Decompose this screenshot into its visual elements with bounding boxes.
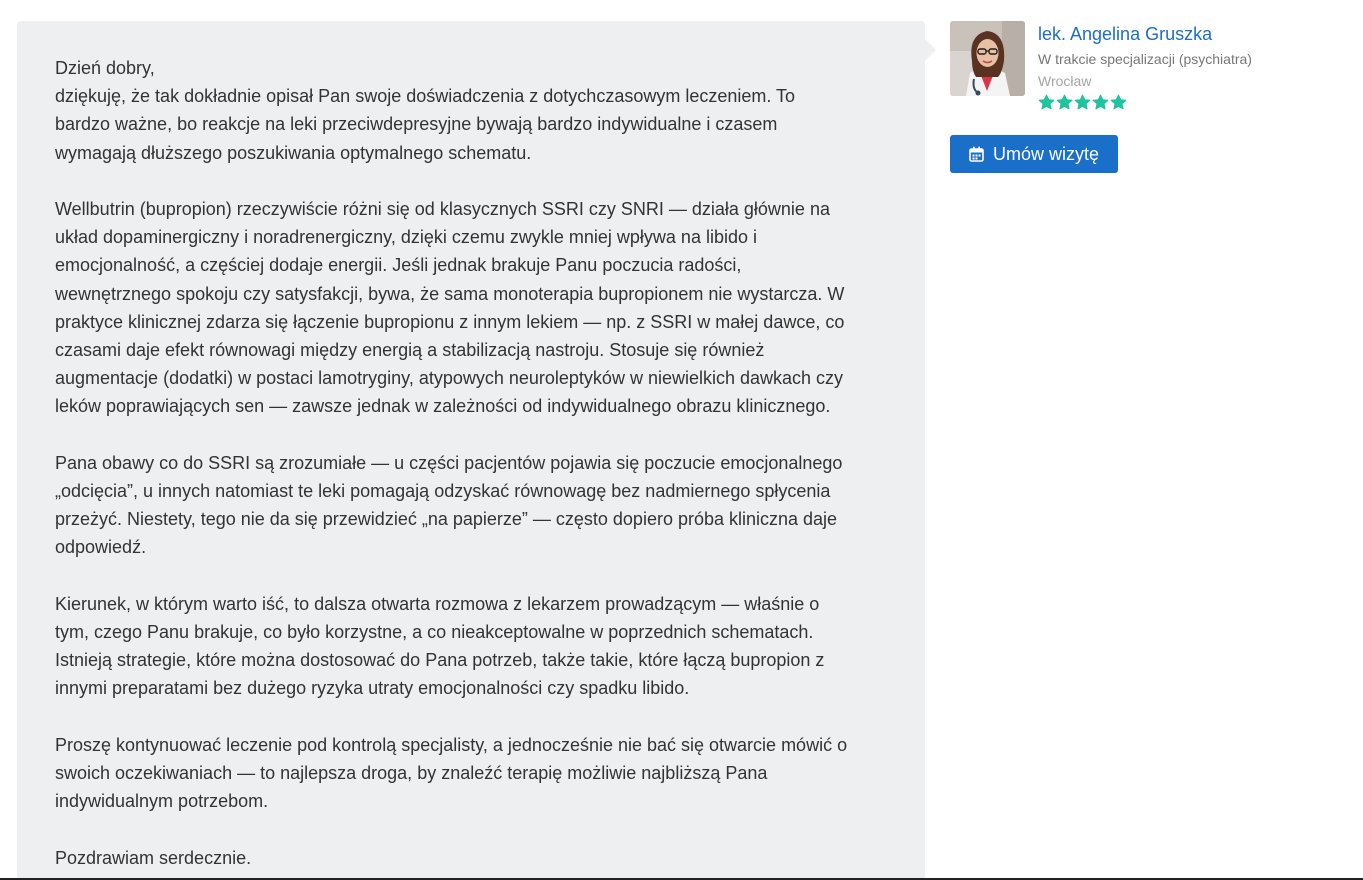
star-icon: [1074, 94, 1091, 111]
message-paragraph: Proszę kontynuować leczenie pod kontrolą specjalisty, a jednocześnie nie bać się otwarcie mówić o swoich oczekiwaniach — to najlepsza droga, by znaleźć terapię możliwie najbliższą Pana indywidualnym potrzebom.: [55, 734, 848, 812]
rating-stars: [1038, 94, 1348, 111]
star-icon: [1110, 94, 1127, 111]
doctor-name-link[interactable]: lek. Angelina Gruszka: [1038, 24, 1213, 44]
doctor-city: Wrocław: [1038, 73, 1092, 89]
doctor-avatar[interactable]: [950, 21, 1025, 96]
message-paragraph: Pana obawy co do SSRI są zrozumiałe — u części pacjentów pojawia się poczucie emocjonalnego „odcięcia”, u innych natomiast te leki pomagają odzyskać równowagę bez nadmiernego spłycenia przeżyć. Niestety, tego nie da się przewidzieć „na papierze” — często dopiero próba kliniczna daje odpowiedź.: [55, 452, 843, 558]
book-visit-label: Umów wizytę: [992, 143, 1099, 164]
doctor-info: [1038, 21, 1348, 111]
message-paragraph: Dzień dobry, dziękuję, że tak dokładnie opisał Pan swoje doświadczenia z dotychczasowym leczeniem. To bardzo ważne, bo reakcje na leki przeciwdepresyjne bywają bardzo indywidualne i czasem wymagają dłuższego poszukiwania optymalnego schematu.: [55, 58, 796, 163]
book-visit-button[interactable]: [950, 135, 1118, 173]
doctor-specialization: W trakcie specjalizacji (psychiatra): [1038, 51, 1252, 67]
star-icon: [1092, 94, 1109, 111]
doctor-photo: [950, 21, 1025, 96]
message-paragraph: Wellbutrin (bupropion) rzeczywiście różni się od klasycznych SSRI czy SNRI — działa głównie na układ dopaminergiczny i noradrenergiczny, dzięki czemu zwykle mniej wpływa na libido i emocjonalność, a częściej dodaje energii. Jeśli jednak brakuje Panu poczucia radości, wewnętrznego spokoju czy satysfakcji, bywa, że sama monoterapia bupropionem nie wystarcza. W praktyce klinicznej zdarza się łączenie bupropionu z innym lekiem — np. z SSRI w małej dawce, co czasami daje efekt równowagi między energią a stabilizacją nastroju. Stosuje się również augmentacje (dodatki) w postaci lamotryginy, atypowych neuroleptyków w niewielkich dawkach czy leków poprawiających sen — zawsze jednak w zależności od indywidualnego obrazu klinicznego.: [55, 199, 845, 417]
message-paragraph: Kierunek, w którym warto iść, to dalsza otwarta rozmowa z lekarzem prowadzącym — właśnie o tym, czego Panu brakuje, co było korzystne, a co nieakceptowalne w poprzednich schematach. Istnieją strategie, które można dostosować do Pana potrzeb, także takie, które łączą bupropion z innymi preparatami bez dużego ryzyka utraty emocjonalności czy spadku libido.: [55, 593, 825, 699]
bubble-pointer: [925, 39, 936, 61]
calendar-icon: [969, 146, 984, 162]
star-icon: [1056, 94, 1073, 111]
star-icon: [1038, 94, 1055, 111]
answer-message: [17, 21, 925, 880]
message-closing: Pozdrawiam serdecznie.: [55, 847, 252, 868]
